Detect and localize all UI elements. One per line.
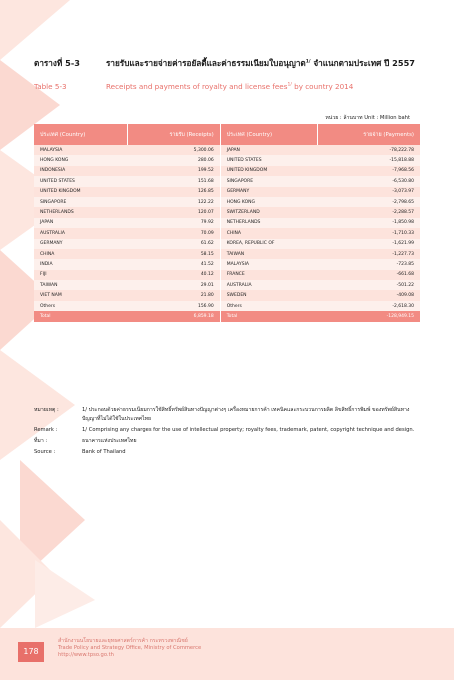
- country-payments-cell: MALAYSIA: [220, 259, 317, 269]
- payments-value-cell: -7,968.56: [318, 166, 420, 176]
- royalty-table: [34, 124, 420, 322]
- footer-line-2: Trade Policy and Strategy Office, Ministry of Commerce: [58, 645, 202, 652]
- payments-value-cell: -1,227.73: [318, 249, 420, 259]
- payments-value-cell: -661.68: [318, 270, 420, 280]
- table-header-row: [34, 124, 420, 145]
- receipts-value-cell: 280.06: [128, 155, 221, 165]
- unit-label: หน่วย : ล้านบาท Unit : Million baht: [325, 115, 410, 121]
- table-row: [34, 290, 420, 300]
- country-receipts-cell: UNITED STATES: [34, 176, 128, 186]
- header-receipts: รายรับ (Receipts): [128, 124, 221, 145]
- country-payments-cell: Others: [220, 301, 317, 311]
- page-number: 178: [18, 642, 44, 662]
- country-receipts-cell: Others: [34, 301, 128, 311]
- table-title-thai: ตารางที่ 5-3 รายรับและรายจ่ายค่ารอยัลตี้และค่าธรรมเนียมใบอนุญาต$^{1/}$ จำแนกตามประเทศ ปี 2557: [34, 58, 415, 68]
- receipts-value-cell: 122.22: [128, 197, 221, 207]
- table-row: [34, 176, 420, 186]
- payments-value-cell: -1,710.33: [318, 228, 420, 238]
- source-thai: ที่มา : ธนาคารแห่งประเทศไทย: [34, 438, 137, 444]
- receipts-value-cell: 156.90: [128, 301, 221, 311]
- country-payments-cell: UNITED KINGDOM: [220, 166, 317, 176]
- table-row: [34, 218, 420, 228]
- table-row: [34, 239, 420, 249]
- receipts-value-cell: 58.15: [128, 249, 221, 259]
- country-receipts-cell: TAIWAN: [34, 280, 128, 290]
- receipts-value-cell: 61.62: [128, 239, 221, 249]
- country-receipts-cell: GERMANY: [34, 239, 128, 249]
- receipts-value-cell: 41.52: [128, 259, 221, 269]
- total-label-payments: Total: [220, 311, 317, 322]
- payments-value-cell: -6,530.80: [318, 176, 420, 186]
- receipts-value-cell: 199.52: [128, 166, 221, 176]
- country-payments-cell: GERMANY: [220, 187, 317, 197]
- country-payments-cell: TAIWAN: [220, 249, 317, 259]
- payments-value-cell: -1,621.99: [318, 239, 420, 249]
- country-receipts-cell: AUSTRALIA: [34, 228, 128, 238]
- total-label-receipts: Total: [34, 311, 128, 322]
- table-row: [34, 187, 420, 197]
- note-english: Remark : 1/ Comprising any charges for the use of intellectual property; royalty fees, trademark, patent, copyright technique and design.: [34, 427, 415, 433]
- table-total-row: [34, 311, 420, 322]
- country-payments-cell: SWEDEN: [220, 290, 317, 300]
- table-row: [34, 155, 420, 165]
- footer-line-1: สำนักงานนโยบายและยุทธศาสตร์การค้า กระทรวงพาณิชย์: [58, 638, 188, 644]
- note-thai: หมายเหตุ : 1/ ประกอบด้วยค่าธรรมเนียมการใช้สิทธิ์ทรัพย์สินทางปัญญาต่างๆ เครื่องหมายการค้า เทคนิคและกระบวนการผลิต ลิขสิทธิ์การพิมพ์ ของทรัพย์สินทางปัญญาที่ไม่ได้ใช้ในประเทศไทย: [34, 407, 410, 422]
- country-payments-cell: AUSTRALIA: [220, 280, 317, 290]
- total-receipts: 6,859.18: [128, 311, 221, 322]
- country-receipts-cell: UNITED KINGDOM: [34, 187, 128, 197]
- receipts-value-cell: 151.68: [128, 176, 221, 186]
- payments-value-cell: -501.22: [318, 280, 420, 290]
- country-receipts-cell: MALAYSIA: [34, 145, 128, 155]
- receipts-value-cell: 126.85: [128, 187, 221, 197]
- table-row: [34, 301, 420, 311]
- payments-value-cell: -15,818.88: [318, 155, 420, 165]
- receipts-value-cell: 29.01: [128, 280, 221, 290]
- payments-value-cell: -1,850.98: [318, 218, 420, 228]
- table-row: [34, 280, 420, 290]
- country-receipts-cell: INDIA: [34, 259, 128, 269]
- receipts-value-cell: 40.12: [128, 270, 221, 280]
- country-payments-cell: NETHERLANDS: [220, 218, 317, 228]
- country-receipts-cell: SINGAPORE: [34, 197, 128, 207]
- header-country-receipts: ประเทศ (Country): [34, 124, 128, 145]
- table-row: [34, 207, 420, 217]
- total-payments: -128,949.15: [318, 311, 420, 322]
- country-receipts-cell: CHINA: [34, 249, 128, 259]
- country-receipts-cell: VIET NAM: [34, 290, 128, 300]
- payments-value-cell: -723.85: [318, 259, 420, 269]
- country-receipts-cell: HONG KONG: [34, 155, 128, 165]
- header-country-payments: ประเทศ (Country): [220, 124, 317, 145]
- source-english: Source : Bank of Thailand: [34, 449, 126, 455]
- country-payments-cell: UNITED STATES: [220, 155, 317, 165]
- footer-url[interactable]: http://www.tpso.go.th: [58, 652, 114, 659]
- country-receipts-cell: INDONESIA: [34, 166, 128, 176]
- country-receipts-cell: JAPAN: [34, 218, 128, 228]
- payments-value-cell: -2,618.30: [318, 301, 420, 311]
- decorative-triangles: [0, 0, 100, 680]
- payments-value-cell: -2,798.65: [318, 197, 420, 207]
- receipts-value-cell: 70.09: [128, 228, 221, 238]
- payments-value-cell: -409.08: [318, 290, 420, 300]
- receipts-value-cell: 120.07: [128, 207, 221, 217]
- receipts-value-cell: 21.80: [128, 290, 221, 300]
- country-receipts-cell: FIJI: [34, 270, 128, 280]
- country-payments-cell: HONG KONG: [220, 197, 317, 207]
- country-payments-cell: CHINA: [220, 228, 317, 238]
- table-row: [34, 259, 420, 269]
- table-row: [34, 228, 420, 238]
- table-row: [34, 166, 420, 176]
- country-payments-cell: KOREA, REPUBLIC OF: [220, 239, 317, 249]
- table-row: [34, 270, 420, 280]
- header-payments: รายจ่าย (Payments): [318, 124, 420, 145]
- receipts-value-cell: 79.92: [128, 218, 221, 228]
- table-row: [34, 197, 420, 207]
- country-payments-cell: FRANCE: [220, 270, 317, 280]
- payments-value-cell: -78,222.78: [318, 145, 420, 155]
- table-row: [34, 145, 420, 155]
- country-payments-cell: SINGAPORE: [220, 176, 317, 186]
- notes-section: [34, 406, 424, 459]
- table-row: [34, 249, 420, 259]
- payments-value-cell: -2,288.57: [318, 207, 420, 217]
- country-payments-cell: SWITZERLAND: [220, 207, 317, 217]
- country-payments-cell: JAPAN: [220, 145, 317, 155]
- footer-org: [58, 638, 201, 660]
- receipts-value-cell: 5,300.06: [128, 145, 221, 155]
- table-title-english: Table 5-3 Receipts and payments of royalty and license fees$^{1/}$ by country 2014: [34, 82, 354, 91]
- payments-value-cell: -3,073.97: [318, 187, 420, 197]
- country-receipts-cell: NETHERLANDS: [34, 207, 128, 217]
